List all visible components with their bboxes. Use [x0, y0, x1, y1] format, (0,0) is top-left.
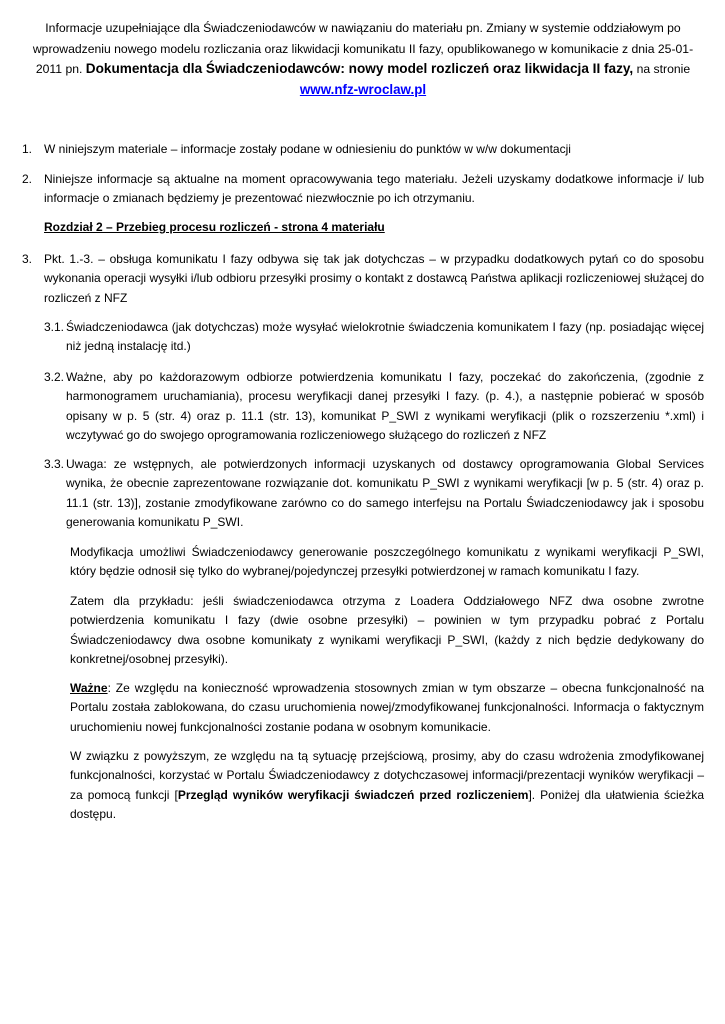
- important-label: Ważne: [70, 681, 108, 695]
- transition-text-end: ]. Poniżej dla ułatwienia ścieżka dostępu.: [70, 787, 704, 821]
- list-item-2: [22, 170, 704, 209]
- list-item-text: Niniejsze informacje są aktualne na moment opracowywania tego materiału. Jeżeli uzyskamy dodatkowe informacje i/ lub informacje o zmianach będziemy je prezentować niezwłocznie po ich otrzymaniu.: [44, 172, 704, 206]
- paragraph-important: [70, 679, 704, 737]
- list-number: 3.: [22, 252, 33, 266]
- section-heading: Rozdział 2 – Przebieg procesu rozliczeń - strona 4 materiału: [44, 220, 385, 234]
- document-header: [22, 18, 704, 100]
- list-item-text: Pkt. 1.-3. – obsługa komunikatu I fazy odbywa się tak jak dotychczas – w przypadku dodatkowych pytań co do sposobu wykonania operacji wysyłki i/lub odbioru przesyłki prosimy o kontakt z dostawcą Państwa aplikacji rozliczeniowej służącej do rozliczeń z NFZ: [44, 252, 704, 305]
- function-name: Przegląd wyników weryfikacji świadczeń przed rozliczeniem: [177, 787, 529, 802]
- website-link[interactable]: www.nfz-wroclaw.pl: [299, 81, 427, 97]
- paragraph-transition: [70, 747, 704, 824]
- transition-text-start: W związku z powyższym, ze względu na tą sytuację przejściową, prosimy, aby do czasu wdrożenia zmodyfikowanej funkcjonalności, korzystać w Portalu Świadczeniodawcy z dotychczasowej informacji/prezentacji wyników weryfikacji – za pomocą funkcji [: [70, 749, 704, 802]
- list-item-1: [22, 140, 704, 159]
- sub-item-text: Świadczeniodawca (jak dotychczas) może wysyłać wielokrotnie świadczenia komunikatem I fazy (np. posiadając więcej niż jedną instalację itd.): [66, 320, 704, 354]
- sub-number: 3.3.: [44, 457, 65, 471]
- list-item-3: [22, 250, 704, 308]
- sub-item-text: Uwaga: ze wstępnych, ale potwierdzonych informacji uzyskanych od dostawcy oprogramowania Global Services wynika, że obecnie zaprezentowane rozwiązanie dot. komunikatu P_SWI z wynikami weryfikacji [w p. 5 (str. 4) oraz p. 11.1 (str. 13)], zostanie zmodyfikowane zarówno co do samego interfejsu na Portalu Świadczeniodawcy jak i sposobu generowania komunikatu P_SWI.: [66, 457, 704, 529]
- important-text: : Ze względu na konieczność wprowadzenia stosownych zmian w tym obszarze – obecna funkcjonalność na Portalu została zablokowana, do czasu uruchomienia nowej/zmodyfikowanej funkcjonalności. Informacja o faktycznym uruchomieniu nowej funkcjonalności zostanie podana w osobnym komunikacie.: [70, 681, 704, 734]
- sub-item-3-2: [44, 368, 704, 445]
- sub-item-3-1: [44, 318, 704, 357]
- sub-number: 3.1.: [44, 320, 65, 334]
- documentation-title: Dokumentacja dla Świadczeniodawców: nowy model rozliczeń oraz likwidacja II fazy,: [85, 61, 634, 76]
- header-on-page: na stronie: [636, 62, 691, 76]
- paragraph-example: Zatem dla przykładu: jeśli świadczeniodawca otrzyma z Loadera Oddziałowego NFZ dwa osobne zwrotne potwierdzenia komunikatu I fazy (dwie osobne przesyłki) – powinien w tym przypadku pobrać z Portalu Świadczeniodawcy dwa osobne komunikaty z wynikami weryfikacji P_SWI, (każdy z nich będzie dedykowany do konkretnej/osobnej przesyłki).: [70, 594, 704, 666]
- paragraph-modification: Modyfikacja umożliwi Świadczeniodawcy generowanie poszczególnego komunikatu z wynikami weryfikacji P_SWI, który będzie odnosił się tylko do wybranej/pojedynczej przesyłki potwierdzonej w ramach komunikatu I fazy.: [70, 545, 704, 579]
- list-number: 2.: [22, 172, 33, 186]
- list-item-text: W niniejszym materiale – informacje zostały podane w odniesieniu do punktów w w/w dokumentacji: [44, 142, 571, 156]
- sub-item-3-3: [44, 455, 704, 532]
- sub-number: 3.2.: [44, 370, 65, 384]
- header-intro: Informacje uzupełniające dla Świadczeniodawców w nawiązaniu do materiału pn. Zmiany w systemie oddziałowym po wprowadzeniu nowego modelu rozliczania oraz likwidacji komunikatu II fazy, opublikowanego w komunikacie z dnia 25-01-2011 pn.: [32, 21, 694, 76]
- sub-item-text: Ważne, aby po każdorazowym odbiorze potwierdzenia komunikatu I fazy, poczekać do zakończenia, (zgodnie z harmonogramem uruchamiania), procesu weryfikacji danej przesyłki I fazy. (p. 4.), a następnie pobierać w sposób opisany w p. 5 (str. 4) oraz p. 11.1 (str. 13), komunikat P_SWI z wynikami weryfikacji (plik o rozszerzeniu *.xml) i wczytywać go do swojego oprogramowania rozliczeniowego służącego do rozliczeń z NFZ: [66, 370, 704, 442]
- list-number: 1.: [22, 142, 33, 156]
